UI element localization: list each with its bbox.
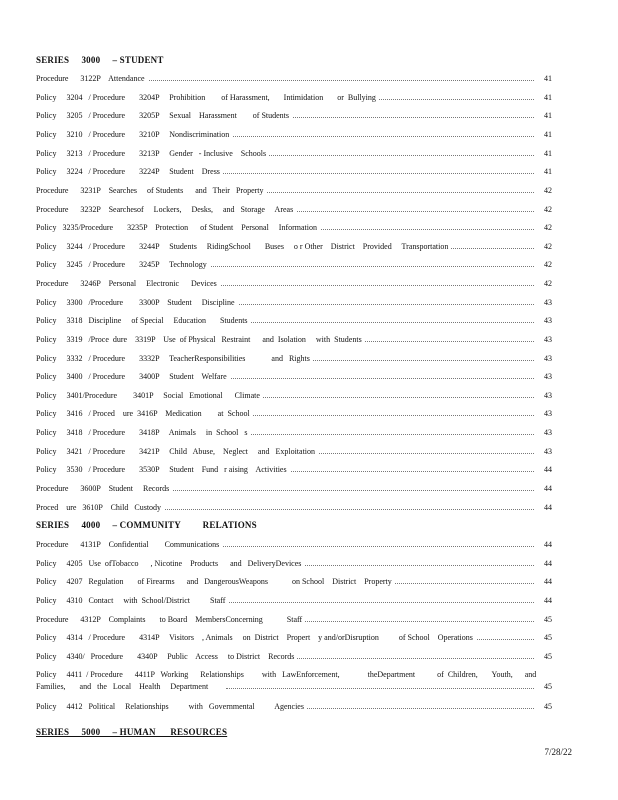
page-number: 44 bbox=[538, 595, 552, 607]
dot-leader bbox=[226, 688, 534, 689]
page-number: 43 bbox=[538, 315, 552, 327]
toc-entry[interactable] bbox=[36, 334, 552, 346]
toc-entry-multiline[interactable] bbox=[36, 669, 552, 693]
toc-entry[interactable] bbox=[36, 446, 552, 458]
toc-entry[interactable] bbox=[36, 185, 552, 197]
entry-title: Policy 3421 / Procedure 3421P Child Abuse, Neglect and Exploitation bbox=[36, 446, 318, 458]
entry-title-line1: Policy 4411 / Procedure 4411P Working Relationships with LawEnforcement, theDepartment of Children, Youth, and bbox=[36, 670, 537, 679]
entry-title: Policy 3530 / Procedure 3530P Student Fund r aising Activities bbox=[36, 464, 290, 476]
toc-entry[interactable] bbox=[36, 315, 552, 327]
entry-title: Policy 4412 Political Relationships with Governmental Agencies bbox=[36, 701, 307, 713]
series-4000-heading: SERIES 4000 – COMMUNITY RELATIONS bbox=[36, 520, 257, 530]
toc-entry[interactable] bbox=[36, 148, 552, 160]
page-number: 42 bbox=[538, 259, 552, 271]
entry-title: Procedure 3246P Personal Electronic Devices bbox=[36, 278, 220, 290]
entry-title: Policy 3213 / Procedure 3213P Gender - Inclusive Schools bbox=[36, 148, 269, 160]
toc-entry[interactable] bbox=[36, 92, 552, 104]
toc-entry[interactable] bbox=[36, 576, 552, 588]
entry-title: Procedure 4131P Confidential Communications bbox=[36, 539, 222, 551]
page-number: 41 bbox=[538, 148, 552, 160]
entry-title: Policy 3210 / Procedure 3210P Nondiscrimination bbox=[36, 129, 232, 141]
toc-entry[interactable] bbox=[36, 371, 552, 383]
toc-entry[interactable] bbox=[36, 427, 552, 439]
page-number: 44 bbox=[538, 539, 552, 551]
toc-entry[interactable] bbox=[36, 353, 552, 365]
entry-title: Procedure 3231P Searches of Students and Their Property bbox=[36, 185, 267, 197]
entry-title: Policy 4205 Use ofTobacco , Nicotine Products and DeliveryDevices bbox=[36, 558, 304, 570]
page-number: 45 bbox=[538, 651, 552, 663]
page-number: 43 bbox=[538, 446, 552, 458]
page-number: 44 bbox=[538, 576, 552, 588]
toc-entry[interactable] bbox=[36, 259, 552, 271]
page-number: 45 bbox=[538, 614, 552, 626]
entry-title: Policy 3318 Discipline of Special Education Students bbox=[36, 315, 251, 327]
toc-entry[interactable] bbox=[36, 558, 552, 570]
page-number: 44 bbox=[538, 483, 552, 495]
entry-title: Procedure 3600P Student Records bbox=[36, 483, 172, 495]
toc-entry[interactable] bbox=[36, 297, 552, 309]
entry-title: Procedure 3232P Searchesof Lockers, Desks, and Storage Areas bbox=[36, 204, 296, 216]
page-number: 42 bbox=[538, 278, 552, 290]
series-5000-heading: SERIES 5000 – HUMAN RESOURCES bbox=[36, 727, 228, 737]
series-3000-heading: SERIES 3000 – STUDENT bbox=[36, 55, 164, 65]
page-number: 42 bbox=[538, 222, 552, 234]
page-number: 43 bbox=[538, 390, 552, 402]
page-number: 43 bbox=[538, 297, 552, 309]
entry-title: Policy 4207 Regulation of Firearms and DangerousWeapons on School District Property bbox=[36, 576, 395, 588]
entry-title: Policy 3400 / Procedure 3400P Student Welfare bbox=[36, 371, 230, 383]
page-number: 42 bbox=[538, 185, 552, 197]
entry-title: Policy 3319 /Proce dure 3319P Use of Physical Restraint and Isolation with Students bbox=[36, 334, 365, 346]
entry-title: Policy 4314 / Procedure 4314P Visitors , Animals on District Propert y and/orDisruption of School Operations bbox=[36, 632, 476, 644]
page-number: 44 bbox=[538, 502, 552, 514]
page-number: 45 bbox=[538, 632, 552, 644]
toc-entry[interactable] bbox=[36, 390, 552, 402]
entry-title: Policy 3416 / Proced ure 3416P Medication at School bbox=[36, 408, 253, 420]
entry-title: Policy 3418 / Procedure 3418P Animals in School s bbox=[36, 427, 250, 439]
toc-entry[interactable] bbox=[36, 502, 552, 514]
toc-entry[interactable] bbox=[36, 241, 552, 253]
page-number: 43 bbox=[538, 334, 552, 346]
toc-entry[interactable] bbox=[36, 222, 552, 234]
page-number: 42 bbox=[538, 204, 552, 216]
toc-entry[interactable] bbox=[36, 614, 552, 626]
page-number: 41 bbox=[538, 110, 552, 122]
page-number: 41 bbox=[538, 166, 552, 178]
entry-title-line2: Families, and the Local Health Department bbox=[36, 682, 211, 691]
entry-title: Policy 3401/Procedure 3401P Social Emotional Climate bbox=[36, 390, 263, 402]
entry-title: Procedure 3122P Attendance bbox=[36, 73, 148, 85]
toc-entry[interactable] bbox=[36, 278, 552, 290]
entry-title: Proced ure 3610P Child Custody bbox=[36, 502, 164, 514]
toc-entry[interactable] bbox=[36, 595, 552, 607]
page-number: 43 bbox=[538, 371, 552, 383]
toc-entry[interactable] bbox=[36, 129, 552, 141]
entry-title: Policy 4310 Contact with School/District Staff bbox=[36, 595, 228, 607]
page-number: 45 bbox=[538, 701, 552, 713]
toc-entry[interactable] bbox=[36, 701, 552, 713]
entry-title: Policy 3332 / Procedure 3332P TeacherResponsibilities and Rights bbox=[36, 353, 313, 365]
page-number: 41 bbox=[538, 129, 552, 141]
entry-title: Policy 3224 / Procedure 3224P Student Dress bbox=[36, 166, 223, 178]
page-number: 43 bbox=[538, 427, 552, 439]
toc-entry[interactable] bbox=[36, 73, 552, 85]
toc-entry[interactable] bbox=[36, 632, 552, 644]
toc-entry[interactable] bbox=[36, 110, 552, 122]
entry-title: Policy 4340/ Procedure 4340P Public Access to District Records bbox=[36, 651, 297, 663]
page-number: 43 bbox=[538, 353, 552, 365]
page-number: 41 bbox=[538, 73, 552, 85]
entry-title: Policy 3244 / Procedure 3244P Students RidingSchool Buses o r Other District Provided Transportation bbox=[36, 241, 451, 253]
entry-title: Policy 3204 / Procedure 3204P Prohibition of Harassment, Intimidation or Bullying bbox=[36, 92, 379, 104]
toc-entry[interactable] bbox=[36, 166, 552, 178]
page-number: 44 bbox=[538, 558, 552, 570]
toc-entry[interactable] bbox=[36, 651, 552, 663]
entry-title: Procedure 4312P Complaints to Board MembersConcerning Staff bbox=[36, 614, 305, 626]
page-number: 42 bbox=[538, 241, 552, 253]
toc-entry[interactable] bbox=[36, 539, 552, 551]
toc-entry[interactable] bbox=[36, 483, 552, 495]
entry-title: Policy 3300 /Procedure 3300P Student Discipline bbox=[36, 297, 238, 309]
document-date: 7/28/22 bbox=[544, 747, 572, 757]
toc-entry[interactable] bbox=[36, 464, 552, 476]
page-number: 44 bbox=[538, 464, 552, 476]
toc-entry[interactable] bbox=[36, 204, 552, 216]
page-number: 41 bbox=[538, 92, 552, 104]
entry-title: Policy 3205 / Procedure 3205P Sexual Harassment of Students bbox=[36, 110, 292, 122]
page-number: 43 bbox=[538, 408, 552, 420]
page-number: 45 bbox=[544, 682, 552, 691]
toc-entry[interactable] bbox=[36, 408, 552, 420]
entry-title: Policy 3235/Procedure 3235P Protection of Student Personal Information bbox=[36, 222, 320, 234]
entry-title: Policy 3245 / Procedure 3245P Technology bbox=[36, 259, 210, 271]
